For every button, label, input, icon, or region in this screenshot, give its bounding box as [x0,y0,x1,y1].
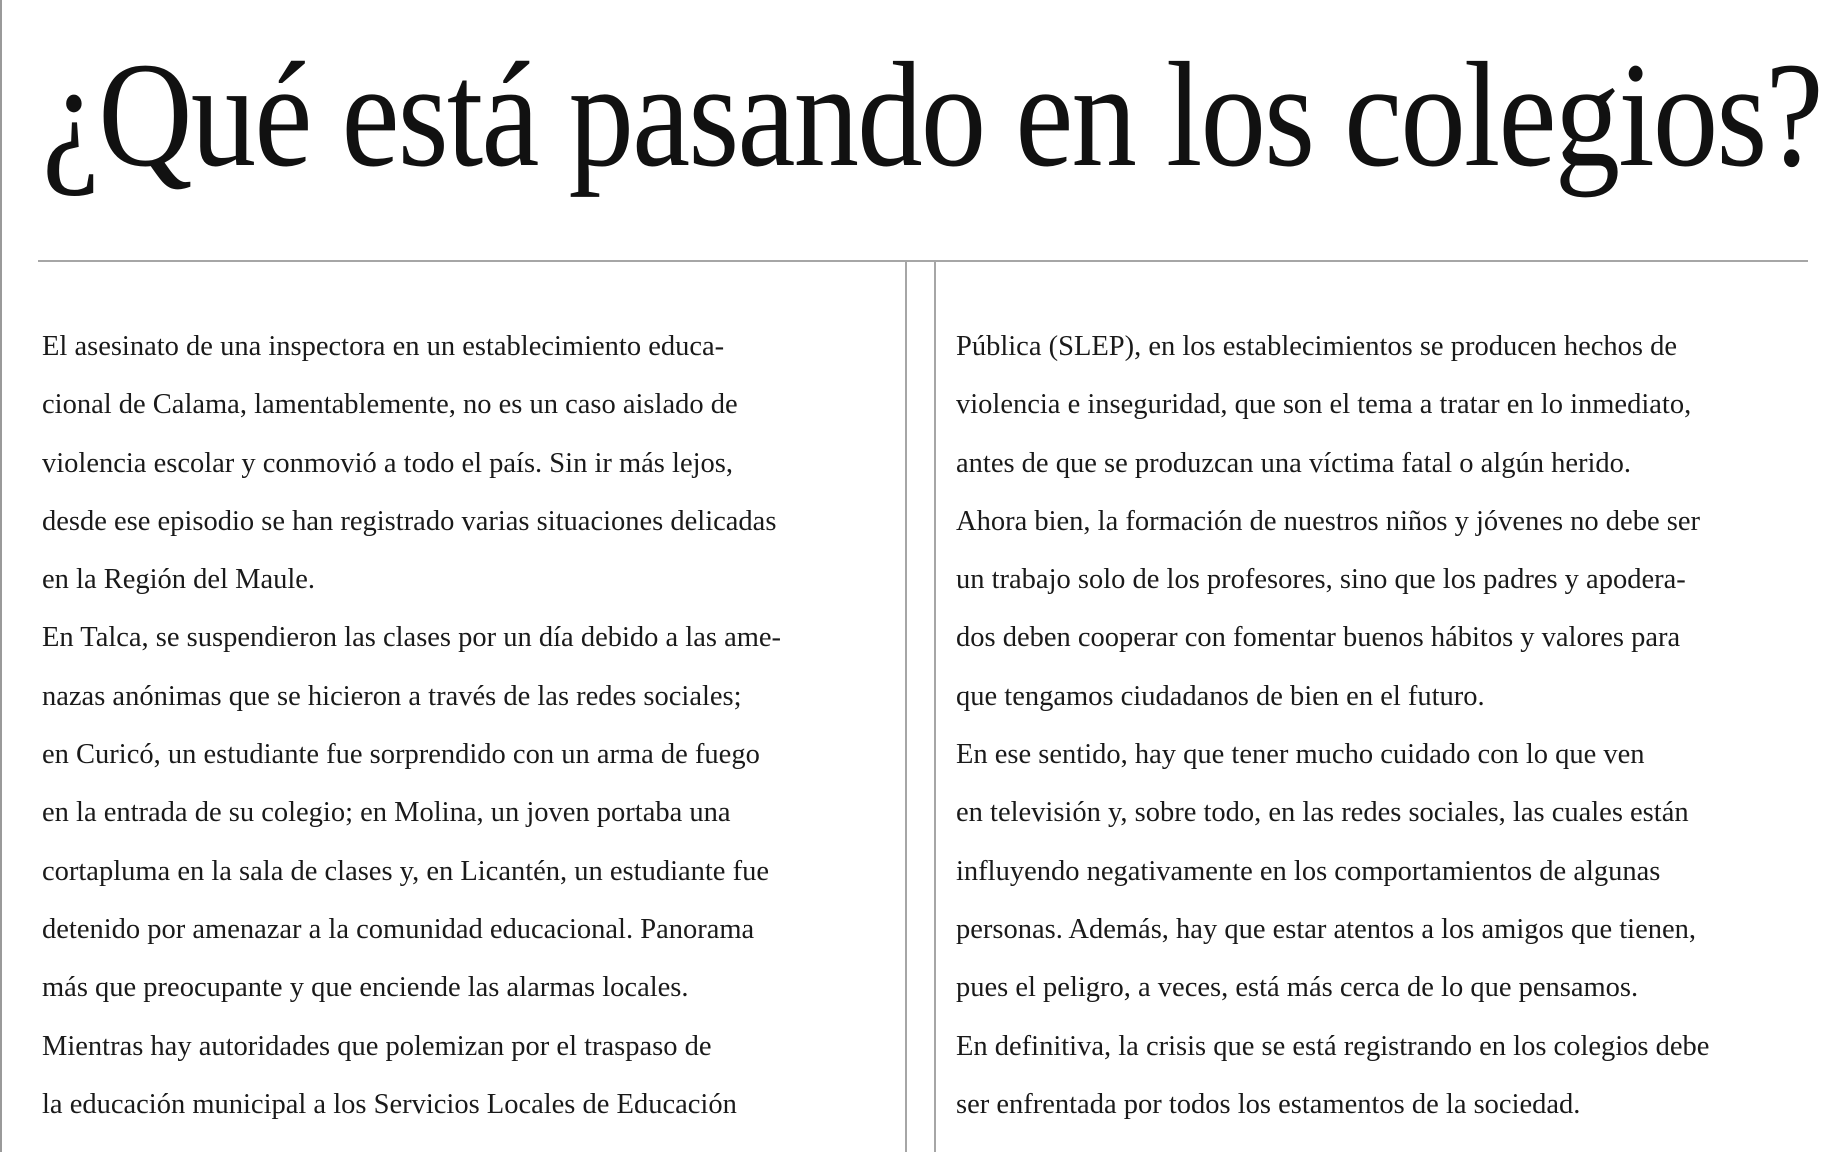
text-line: pues el peligro, a veces, está más cerca de lo que pensamos. [956,972,1639,1004]
text-line: influyendo negativamente en los comportamientos de algunas [956,855,1661,887]
text-line: ser enfrentada por todos los estamentos de la sociedad. [956,1088,1581,1120]
text-line: Mientras hay autoridades que polemizan por el traspaso de [42,1030,712,1062]
text-line: dos deben cooperar con fomentar buenos hábitos y valores para [956,622,1681,654]
text-line: más que preocupante y que enciende las alarmas locales. [42,972,689,1004]
text-line: En ese sentido, hay que tener mucho cuidado con lo que ven [956,739,1645,771]
text-line: un trabajo solo de los profesores, sino que los padres y apodera- [956,564,1686,596]
text-line: en televisión y, sobre todo, en las redes sociales, las cuales están [956,797,1689,829]
text-line: Ahora bien, la formación de nuestros niños y jóvenes no debe ser [956,505,1700,537]
column-divider-left [905,262,907,1152]
text-line: antes de que se produzcan una víctima fatal o algún herido. [956,447,1632,479]
text-line: En Talca, se suspendieron las clases por un día debido a las ame- [42,622,782,654]
text-line: personas. Además, hay que estar atentos a los amigos que tienen, [956,913,1697,945]
text-line: que tengamos ciudadanos de bien en el futuro. [956,680,1485,712]
text-line: nazas anónimas que se hicieron a través de las redes sociales; [42,680,742,712]
article-column-left [42,318,892,1134]
text-line: cional de Calama, lamentablemente, no es un caso aislado de [42,389,738,421]
article-column-right [956,318,1816,1134]
text-line: en la entrada de su colegio; en Molina, un joven portaba una [42,797,731,829]
text-line: detenido por amenazar a la comunidad educacional. Panorama [42,913,755,945]
text-line: En definitiva, la crisis que se está registrando en los colegios debe [956,1030,1710,1062]
column-divider-right [934,262,936,1152]
text-line: en Curicó, un estudiante fue sorprendido con un arma de fuego [42,739,760,771]
text-line: violencia e inseguridad, que son el tema a tratar en lo inmediato, [956,389,1692,421]
text-line: violencia escolar y conmovió a todo el país. Sin ir más lejos, [42,447,733,479]
text-line: El asesinato de una inspectora en un establecimiento educa- [42,331,725,362]
article-headline: ¿Qué está pasando en los colegios? [42,32,1822,198]
text-line: cortapluma en la sala de clases y, en Licantén, un estudiante fue [42,855,769,887]
text-line: en la Región del Maule. [42,564,316,596]
text-line: la educación municipal a los Servicios Locales de Educación [42,1088,737,1120]
headline-divider [38,260,1808,262]
text-line: Pública (SLEP), en los establecimientos se producen hechos de [956,331,1678,362]
text-line: desde ese episodio se han registrado varias situaciones delicadas [42,505,777,537]
